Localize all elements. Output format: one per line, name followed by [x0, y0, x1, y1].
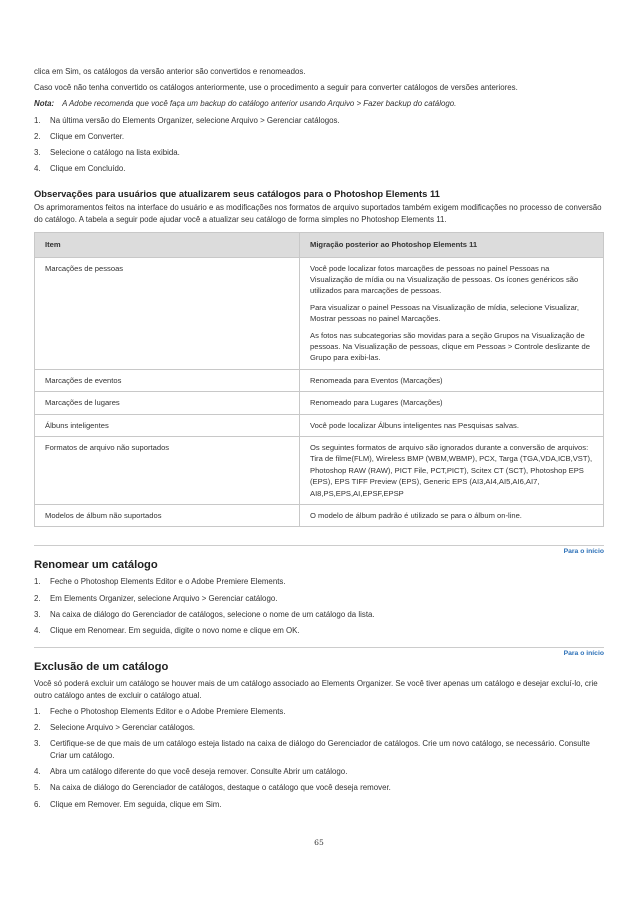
table-cell-desc — [300, 392, 604, 414]
intro-paragraph-1: clica em Sim, os catálogos da versão anterior são convertidos e renomeados. — [34, 67, 306, 76]
renomear-section-header — [34, 545, 604, 572]
exclusao-section-header — [34, 647, 604, 674]
cell-paragraph: Você pode localizar Álbuns inteligentes nas Pesquisas salvas. — [310, 420, 519, 430]
table-cell-desc — [300, 414, 604, 436]
convert-steps — [34, 115, 604, 175]
list-item: 4. Clique em Concluído. — [34, 164, 126, 174]
table-header-row — [35, 233, 604, 257]
list-item: 3. Selecione o catálogo na lista exibida. — [34, 147, 180, 157]
table-row — [35, 505, 604, 527]
list-item: 1. Feche o Photoshop Elements Editor e o Adobe Premiere Elements. — [34, 707, 286, 717]
column-header-item: Item — [35, 233, 300, 257]
list-item: 1. Na última versão do Elements Organizer, selecione Arquivo > Gerenciar catálogos. — [34, 115, 340, 125]
renomear-heading: Renomear um catálogo — [34, 559, 158, 572]
table-cell-item: Formatos de arquivo não suportados — [35, 437, 300, 505]
table-row — [35, 392, 604, 414]
column-header-migration: Migração posterior ao Photoshop Elements 11 — [300, 233, 604, 257]
cell-paragraph: Renomeado para Lugares (Marcações) — [310, 398, 443, 408]
cell-paragraph: Renomeada para Eventos (Marcações) — [310, 375, 443, 385]
page-number: 65 — [314, 838, 324, 847]
list-item: 2. Em Elements Organizer, selecione Arquivo > Gerenciar catálogo. — [34, 593, 278, 603]
table-row — [35, 414, 604, 436]
table-row — [35, 257, 604, 369]
exclusao-paragraph: Você só poderá excluir um catálogo se houver mais de um catálogo associado ao Elements Organizer. Se você tiver apenas um catálogo e desejar excluí-lo, crie outro catálogo antes de excluir o catálogo atual. — [34, 678, 598, 700]
cell-paragraph: As fotos nas subcategorias são movidas para a seção Grupos na Visualização de pessoas. Na Visualização de pessoas, clique em Pessoas > Controle deslizante de Grupo para exibi-las. — [310, 330, 590, 363]
list-item: 4. Abra um catálogo diferente do que você deseja remover. Consulte Abrir um catálogo. — [34, 767, 348, 777]
list-item: 2. Clique em Converter. — [34, 131, 125, 141]
table-row — [35, 437, 604, 505]
list-item: 5. Na caixa de diálogo do Gerenciador de catálogos, destaque o catálogo que você deseja remover. — [34, 783, 391, 793]
document-page — [34, 66, 604, 815]
table-cell-item: Marcações de eventos — [35, 369, 300, 391]
observacoes-heading: Observações para usuários que atualizarem seus catálogos para o Photoshop Elements 11 — [34, 187, 440, 199]
observacoes-paragraph: Os aprimoramentos feitos na interface do usuário e as modificações nos formatos de arquivo suportados também exigem modificações no processo de conversão do catálogo. A tabela a seguir pode ajudar você a atualizar seu catálogo de forma simples no Photoshop Elements 11. — [34, 202, 602, 224]
table-cell-desc — [300, 505, 604, 527]
exclusao-steps — [34, 706, 604, 810]
exclusao-heading: Exclusão de um catálogo — [34, 660, 169, 673]
table-cell-desc — [300, 369, 604, 391]
list-item: 6. Clique em Remover. Em seguida, clique em Sim. — [34, 799, 222, 809]
cell-paragraph: O modelo de álbum padrão é utilizado se para o álbum on-line. — [310, 511, 522, 521]
intro-paragraph-2: Caso você não tenha convertido os catálogos anteriormente, use o procedimento a seguir para converter catálogos de versões anteriores. — [34, 83, 518, 93]
renomear-steps — [34, 576, 604, 636]
note — [34, 98, 604, 110]
list-item: 1. Feche o Photoshop Elements Editor e o Adobe Premiere Elements. — [34, 577, 286, 587]
cell-paragraph: Os seguintes formatos de arquivo são ignorados durante a conversão de arquivos: Tira de filme(FLM), Wireless BMP (WBM,WBMP), PCX, Targa (TGA,VDA,ICB,VST), Photoshop RAW (RAW), PICT File, PCT,PICT), Scitex CT (SCT), Photoshop EPS (EPS), EPS TIFF Preview (EPS), Generic EPS (AI3,AI4,AI5,AI6,AI7, AI8,PS,EPS,AI,EPSF,EPSP — [310, 443, 593, 498]
note-label: Nota: — [34, 99, 55, 109]
list-item: 3. Na caixa de diálogo do Gerenciador de catálogos, selecione o nome de um catálogo da lista. — [34, 609, 375, 619]
table-cell-item: Modelos de álbum não suportados — [35, 505, 300, 527]
note-text: A Adobe recomenda que você faça um backup do catálogo anterior usando Arquivo > Fazer backup do catálogo. — [62, 99, 457, 109]
cell-paragraph: Você pode localizar fotos marcações de pessoas no painel Pessoas na Visualização de mídia ou na Visualização de pessoas. Os ícones genéricos são utilizados para marcações de pessoas. — [310, 263, 579, 296]
back-to-top-link[interactable]: Para o início — [563, 649, 604, 657]
back-to-top-link[interactable]: Para o início — [563, 548, 604, 556]
table-row — [35, 369, 604, 391]
table-cell-item: Marcações de pessoas — [35, 257, 300, 369]
table-cell-item: Marcações de lugares — [35, 392, 300, 414]
list-item: 2. Selecione Arquivo > Gerenciar catálogos. — [34, 723, 195, 733]
table-cell-desc — [300, 257, 604, 369]
migration-table — [34, 232, 604, 527]
list-item: 3. Certifique-se de que mais de um catálogo esteja listado na caixa de diálogo do Gerenciador de catálogos. Crie um novo catálogo, se necessário. Consulte Criar um catálogo. — [34, 739, 590, 761]
list-item: 4. Clique em Renomear. Em seguida, digite o novo nome e clique em OK. — [34, 626, 300, 636]
table-cell-item: Álbuns inteligentes — [35, 414, 300, 436]
table-cell-desc — [300, 437, 604, 505]
cell-paragraph: Para visualizar o painel Pessoas na Visualização de mídia, selecione Visualizar, Mostrar pessoas no painel Marcações. — [310, 302, 580, 324]
